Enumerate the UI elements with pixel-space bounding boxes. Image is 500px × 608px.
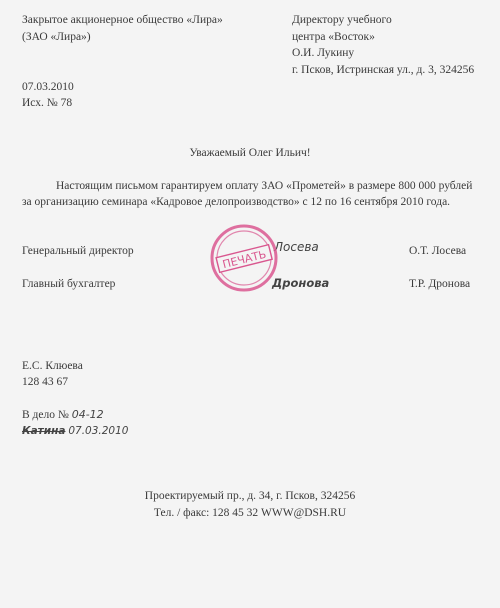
stamp-seal bbox=[208, 222, 280, 294]
filing-signature bbox=[22, 424, 128, 438]
footer-contacts: Тел. / факс: 128 45 32 WWW@DSH.RU bbox=[153, 507, 347, 519]
signature-name-accountant: Т.Р. Дронова bbox=[409, 278, 471, 290]
filing-note bbox=[22, 408, 104, 422]
salutation: Уважаемый Олег Ильич! bbox=[189, 147, 311, 159]
filing-date: 07.03.2010 bbox=[68, 425, 129, 437]
signature-position-accountant: Главный бухгалтер bbox=[22, 278, 116, 290]
filing-signer: Катина bbox=[22, 425, 66, 437]
signature-handwritten-director: Лосева bbox=[274, 240, 319, 254]
filing-prefix: В дело № bbox=[22, 409, 69, 421]
executor-name: Е.С. Клюева bbox=[22, 360, 83, 372]
filing-case-number: 04-12 bbox=[71, 408, 104, 421]
sender-org-name: Закрытое акционерное общество «Лира» bbox=[22, 14, 223, 26]
body-line-2: за организацию семинара «Кадровое делопроизводство» с 12 по 16 сентября 2010 года. bbox=[22, 196, 451, 208]
footer-address: Проектируемый пр., д. 34, г. Псков, 324256 bbox=[144, 490, 356, 502]
stamp-text: ПЕЧАТЬ bbox=[221, 247, 268, 272]
body-line-1: Настоящим письмом гарантируем оплату ЗАО «Прометей» в размере 800 000 рублей bbox=[56, 180, 473, 192]
outgoing-number: Исх. № 78 bbox=[22, 97, 73, 109]
recipient-line-2: центра «Восток» bbox=[292, 31, 375, 43]
recipient-line-1: Директору учебного bbox=[292, 14, 392, 26]
recipient-address: г. Псков, Истринская ул., д. 3, 324256 bbox=[292, 64, 475, 76]
executor-phone: 128 43 67 bbox=[22, 376, 68, 388]
signature-position-director: Генеральный директор bbox=[22, 245, 134, 257]
recipient-name: О.И. Лукину bbox=[292, 47, 355, 59]
sender-org-short: (ЗАО «Лира») bbox=[22, 31, 91, 43]
signature-name-director: О.Т. Лосева bbox=[409, 245, 467, 257]
letter-date: 07.03.2010 bbox=[22, 81, 74, 93]
signature-handwritten-accountant: Дронова bbox=[272, 276, 330, 290]
